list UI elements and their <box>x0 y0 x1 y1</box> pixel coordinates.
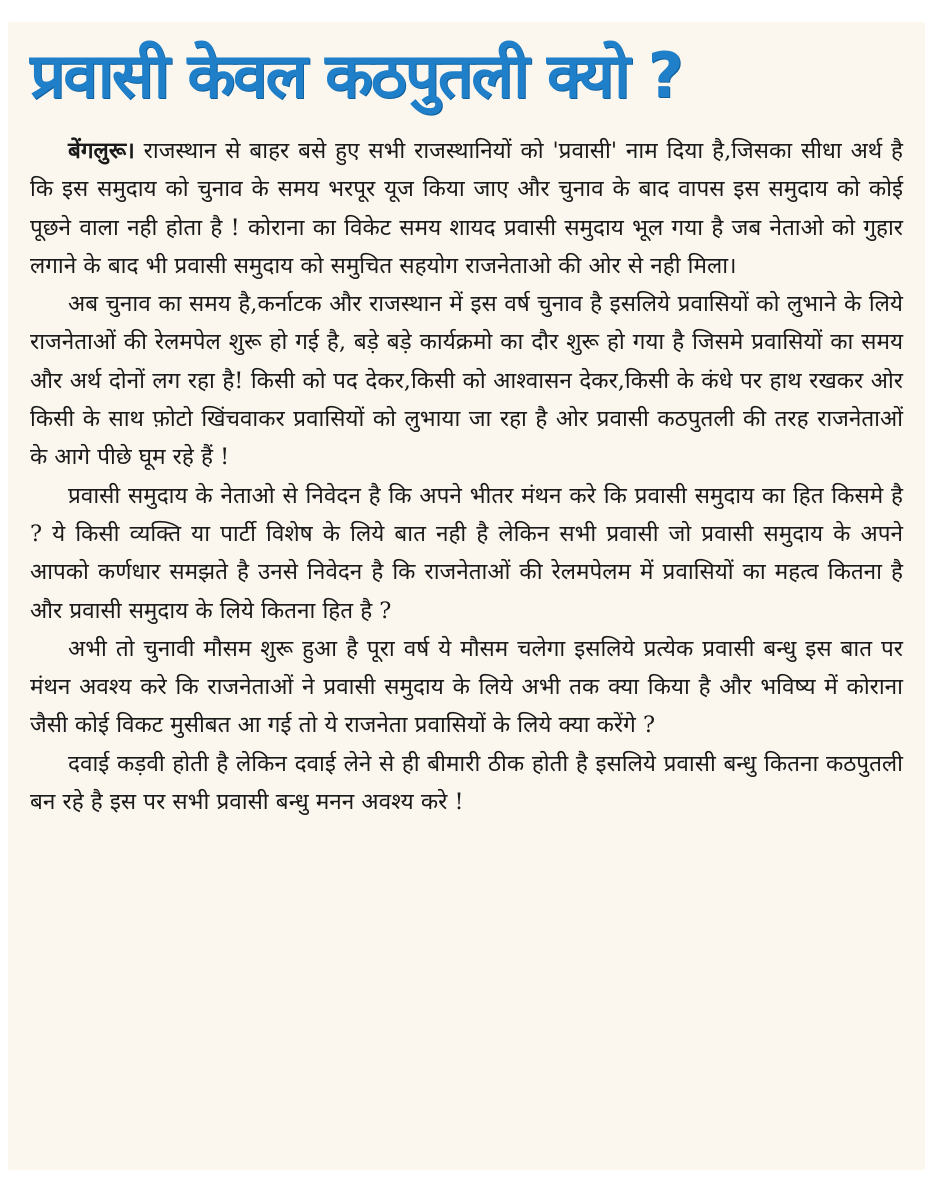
article-body <box>30 132 903 821</box>
newspaper-clipping <box>8 22 925 1170</box>
dateline: बेंगलुरू। <box>68 138 135 164</box>
paragraph-2: अब चुनाव का समय है,कर्नाटक और राजस्थान में इस वर्ष चुनाव है इसलिये प्रवासियों को लुभाने के लिये राजनेताओं की रेलमपेल शुरू हो गई है, बड़े बड़े कार्यक्रमो का दौर शुरू हो गया है जिसमे प्रवासियों का समय और अर्थ दोनों लग रहा है! किसी को पद देकर,किसी को आश्वासन देकर,किसी के कंधे पर हाथ रखकर ओर किसी के साथ फ़ोटो खिंचवाकर प्रवासियों को लुभाया जा रहा है ओर प्रवासी कठपुतली की तरह राजनेताओं के आगे पीछे घूम रहे हैं ! <box>30 291 903 471</box>
headline: प्रवासी केवल कठपुतली क्यो ? <box>30 39 682 112</box>
paragraph-5: दवाई कड़वी होती है लेकिन दवाई लेने से ही बीमारी ठीक होती है इसलिये प्रवासी बन्धु कितना कठपुतली बन रहे है इस पर सभी प्रवासी बन्धु मनन अवश्य करे ! <box>30 750 903 816</box>
paragraph-3: प्रवासी समुदाय के नेताओ से निवेदन है कि अपने भीतर मंथन करे कि प्रवासी समुदाय का हित किसमे है ? ये किसी व्यक्ति या पार्टी विशेष के लिये बात नही है लेकिन सभी प्रवासी जो प्रवासी समुदाय के अपने आपको कर्णधार समझते है उनसे निवेदन है कि राजनेताओं की रेलमपेलम में प्रवासियों का महत्व कितना है और प्रवासी समुदाय के लिये कितना हित है ? <box>30 482 903 624</box>
paragraph-1-text: राजस्थान से बाहर बसे हुए सभी राजस्थानियों को 'प्रवासी' नाम दिया है,जिसका सीधा अर्थ है कि इस समुदाय को चुनाव के समय भरपूर यूज किया जाए और चुनाव के बाद वापस इस समुदाय को कोई पूछने वाला नही होता है ! कोराना का विकेट समय शायद प्रवासी समुदाय भूल गया है जब नेताओ को गुहार लगाने के बाद भी प्रवासी समुदाय को समुचित सहयोग राजनेताओ की ओर से नही मिला। <box>30 138 903 279</box>
paragraph-1 <box>30 132 903 285</box>
paragraph-4: अभी तो चुनावी मौसम शुरू हुआ है पूरा वर्ष ये मौसम चलेगा इसलिये प्रत्येक प्रवासी बन्धु इस बात पर मंथन अवश्य करे कि राजनेताओं ने प्रवासी समुदाय के लिये अभी तक क्या किया है और भविष्य में कोराना जैसी कोई विकट मुसीबत आ गई तो ये राजनेता प्रवासियों के लिये क्या करेंगे ? <box>30 635 903 739</box>
